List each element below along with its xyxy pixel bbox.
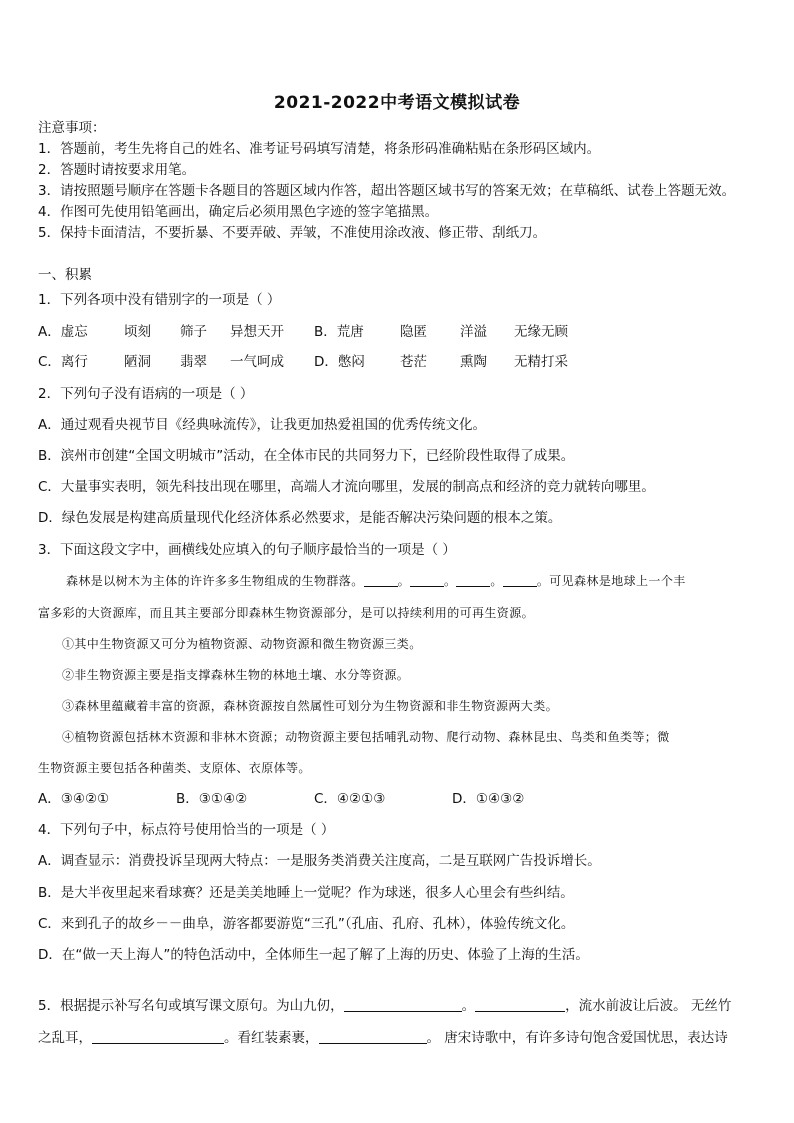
q5-line1-text-a: 5．根据提示补写名句或填写课文原句。为山九仞， [38,998,344,1014]
q3-sentence-1: ①其中生物资源又可分为植物资源、动物资源和微生物资源三类。 [62,637,422,651]
q5-line2-text-a: 之乱耳， [38,1030,92,1046]
q3-passage-sep-3: 。 [490,574,503,588]
q1-options-row-ab [38,323,568,341]
q4-stem: 4．下列句子中，标点符号使用恰当的一项是（ ） [38,822,335,838]
exam-title: 2021-2022中考语文模拟试卷 [273,93,521,113]
q3-sentence-4-line2: 生物资源主要包括各种菌类、支原体、衣原体等。 [38,761,311,775]
q1-d-word2: 苍茫 [400,354,427,370]
q3-blank-3 [456,572,490,587]
q1-a-word3: 筛子 [180,324,207,340]
q4-option-a: A．调查显示：消费投诉呈现两大特点：一是服务类消费关注度高，二是互联网广告投诉增长。 [38,853,601,869]
q3-blank-4 [503,572,537,587]
q1-c-word2: 陋洞 [124,354,151,370]
q3-passage-start: 森林是以树木为主体的许许多多生物组成的生物群落。 [66,574,364,588]
notice-item-2: 2．答题时请按要求用笔。 [38,162,196,178]
q3-stem: 3．下面这段文字中，画横线处应填入的句子顺序最恰当的一项是（ ） [38,542,456,558]
q1-a-word2: 顷刻 [124,324,151,340]
q3-passage-end: 。可见森林是地球上一个丰 [536,574,686,588]
q3-sentence-3: ③森林里蕴藏着丰富的资源，森林资源按自然属性可划分为生物资源和非生物资源两大类。 [62,699,559,713]
q1-a-word1: A．虚忘 [38,324,88,340]
q3-passage-sep-1: 。 [397,574,411,588]
q1-stem: 1．下列各项中没有错别字的一项是（ ） [38,292,281,308]
q5-line1-text-b: 。 [461,998,476,1014]
q1-b-word4: 无缘无顾 [514,324,568,340]
q5-blank-3 [92,1029,224,1044]
q1-d-word3: 熏陶 [460,354,487,370]
q1-c-word4: 一气呵成 [230,354,284,370]
q1-c-word1: C．离行 [38,354,88,370]
q5-blank-1 [344,997,462,1012]
q1-a-word4: 异想天开 [230,324,284,340]
q3-sentence-4-line1: ④植物资源包括林木资源和非林木资源；动物资源主要包括哺乳动物、爬行动物、森林昆虫、鸟类和鱼类等；微 [62,730,670,744]
q3-passage-line1 [66,572,686,590]
q1-b-word3: 洋溢 [460,324,487,340]
q2-option-c: C．大量事实表明，领先科技出现在哪里，高端人才流向哪里，发展的制高点和经济的竞力就转向哪里。 [38,479,655,495]
q4-option-b: B．是大半夜里起来看球赛？还是美美地睡上一觉呢？作为球迷，很多人心里会有些纠结。 [38,885,574,901]
q3-blank-2 [410,572,444,587]
notice-item-1: 1．答题前，考生先将自己的姓名、准考证号码填写清楚，将条形码准确粘贴在条形码区域内。 [38,141,601,157]
q2-option-d: D．绿色发展是构建高质量现代化经济体系必然要求，是能否解决污染问题的根本之策。 [38,510,562,526]
q5-line2-text-c: 。 唐宋诗歌中，有许多诗句饱含爱国忧思，表达诗 [426,1030,728,1046]
q2-stem: 2．下列句子没有语病的一项是（ ） [38,386,254,402]
q5-line2-text-b: 。看红装素裹， [224,1030,319,1046]
q2-option-a: A．通过观看央视节目《经典咏流传》，让我更加热爱祖国的优秀传统文化。 [38,417,486,433]
q3-option-c: C．④②①③ [314,791,386,807]
q4-option-d: D．在“做一天上海人”的特色活动中，全体师生一起了解了上海的历史、体验了上海的生活。 [38,947,589,963]
q2-option-b: B．滨州市创建“全国文明城市”活动，在全体市民的共同努力下，已经阶段性取得了成果。 [38,448,575,464]
q1-b-word2: 隐匿 [400,324,427,340]
section-heading: 一、积累 [38,267,92,283]
q3-blank-1 [364,572,398,587]
q3-option-b: B．③①④② [176,791,248,807]
q1-options-row-cd [38,353,568,371]
notice-item-3: 3．请按照题号顺序在答题卡各题目的答题区域内作答，超出答题区域书写的答案无效；在草稿纸、试卷上答题无效。 [38,183,736,199]
q5-line1-text-c: ，流水前波让后波。 无丝竹 [565,998,732,1014]
q3-passage-sep-2: 。 [444,574,457,588]
q3-option-a: A．③④②① [38,791,110,807]
q5-line1 [38,997,731,1015]
notice-item-4: 4．作图可先使用铅笔画出，确定后必须用黑色字迹的签字笔描黑。 [38,204,439,220]
q1-b-word1: B．荒唐 [314,324,364,340]
q1-d-word1: D．憋闷 [314,354,365,370]
q5-line2 [38,1029,728,1047]
q4-option-c: C．来到孔子的故乡－－曲阜，游客都要游览“三孔”（孔庙、孔府、孔林），体验传统文化。 [38,916,575,932]
q1-d-word4: 无精打采 [514,354,568,370]
q3-sentence-2: ②非生物资源主要是指支撑森林生物的林地土壤、水分等资源。 [62,668,410,682]
notice-item-5: 5．保持卡面清洁，不要折暴、不要弄破、弄皱，不准使用涂改液、修正带、刮纸刀。 [38,225,547,241]
q1-c-word3: 翡翠 [180,354,207,370]
q5-blank-2 [475,997,565,1012]
notice-heading: 注意事项： [38,120,106,136]
q3-passage-line2: 富多彩的大资源库，而且其主要部分即森林生物资源部分，是可以持续利用的可再生资源。 [38,606,535,620]
q5-blank-4 [319,1029,427,1044]
q3-option-d: D．①④③② [452,791,525,807]
